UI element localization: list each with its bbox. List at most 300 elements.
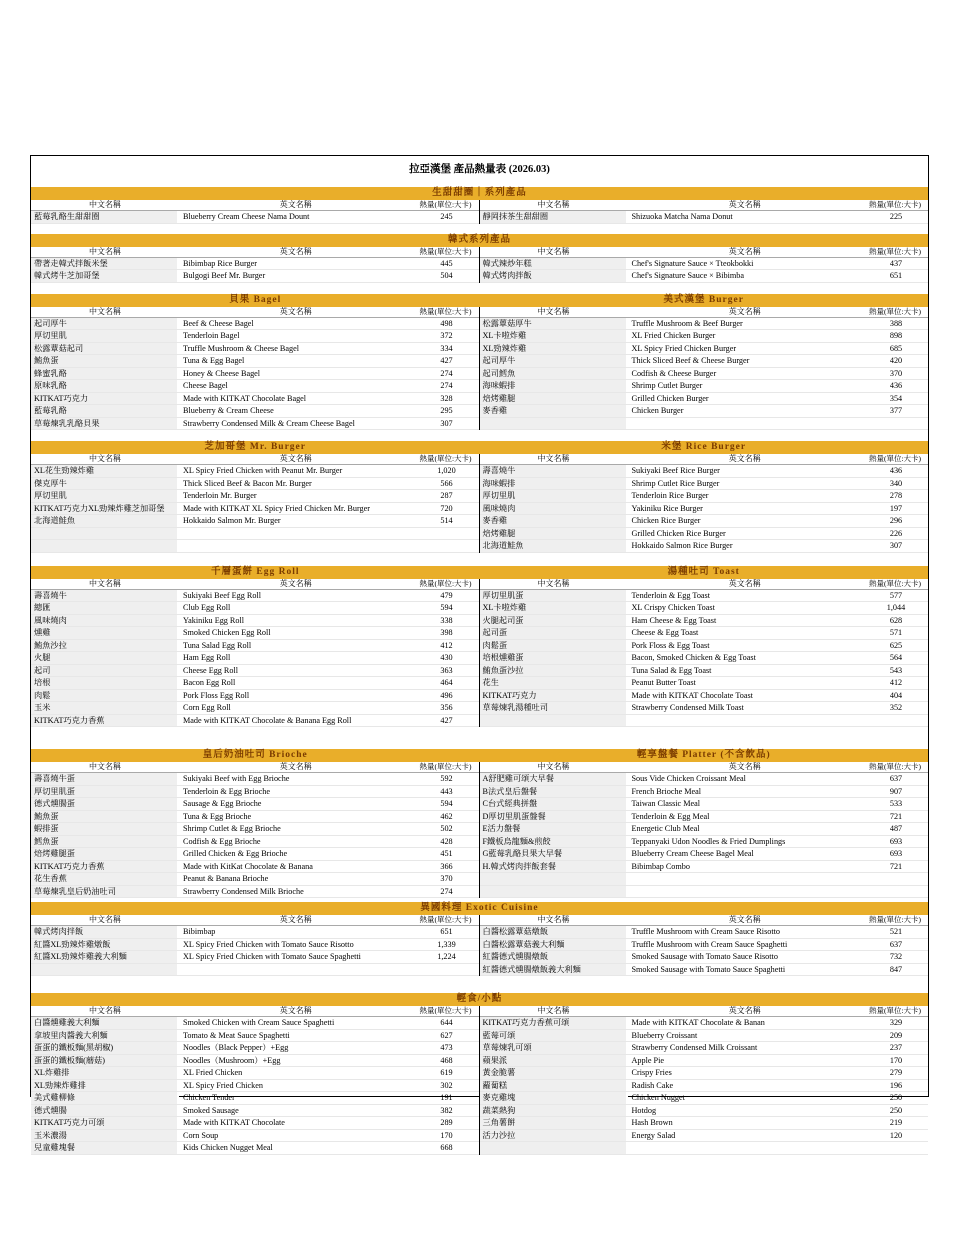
item-name-en: XL Spicy Fried Chicken with Tomato Sauce Risotto: [183, 939, 354, 949]
empty-cell: [864, 418, 928, 430]
item-calories: 219: [889, 1118, 903, 1127]
item-name-en: Blueberry Cream Cheese Bagel Meal: [631, 849, 754, 858]
section: [31, 234, 928, 283]
table-row: [480, 926, 929, 939]
table-row: [31, 702, 479, 715]
item-name-zh: 花生香蕉: [31, 873, 179, 885]
section-title: 千層蛋餅 Egg Roll: [211, 566, 300, 577]
table-row: [31, 786, 479, 799]
item-name-zh: 草莓煉乳皇后奶油吐司: [31, 886, 179, 898]
column-header-row: [31, 579, 479, 590]
column-header-zh: 中文名稱: [89, 306, 121, 316]
table-row: [31, 861, 479, 874]
item-name-zh: H.韓式烤肉拌飯套餐: [480, 861, 628, 873]
empty-cell: [864, 715, 928, 727]
table-row: [480, 330, 929, 343]
table-row: [480, 1105, 929, 1118]
column-header-cal: 熱量(單位:大卡): [419, 1006, 472, 1015]
table-row: [480, 811, 929, 824]
table-row: [31, 811, 479, 824]
item-calories: 473: [440, 1043, 453, 1052]
item-name-zh: 火腿: [31, 652, 179, 664]
item-calories: 404: [889, 690, 903, 700]
item-calories: 693: [889, 849, 903, 858]
table-row: [480, 848, 929, 861]
item-name-en: Tuna Salad Egg Roll: [183, 640, 252, 650]
empty-name-cell: [31, 528, 179, 540]
item-calories: 594: [440, 799, 453, 808]
item-calories: 514: [440, 516, 453, 525]
item-calories: 427: [440, 715, 453, 725]
empty-cell: [864, 886, 928, 898]
item-calories: 420: [889, 356, 903, 365]
item-calories: 274: [440, 368, 453, 378]
item-name-en: Shizuoka Matcha Nama Donut: [631, 212, 733, 221]
item-calories: 594: [440, 603, 453, 612]
table-row: [480, 1042, 929, 1055]
section-header: [480, 294, 929, 307]
item-name-en: XL Crispy Chicken Toast: [631, 603, 715, 612]
item-name-zh: 風味燒肉: [31, 615, 179, 627]
table-row: [31, 640, 479, 653]
column-header-row: [480, 454, 929, 465]
item-name-zh: C台式經典拼盤: [480, 798, 628, 810]
item-name-zh: B法式皇后盤餐: [480, 786, 628, 798]
item-name-en: Energy Salad: [631, 1130, 676, 1140]
item-calories: 502: [440, 824, 453, 833]
item-name-zh: D厚切里肌蛋盤餐: [480, 811, 628, 823]
item-calories: 278: [889, 491, 903, 500]
item-name-en: Bibimbap Combo: [631, 861, 690, 871]
item-calories: 225: [889, 212, 903, 221]
table-row: [480, 836, 929, 849]
section-title: 美式漢堡 Burger: [663, 294, 744, 305]
item-name-en: XL Spicy Fried Chicken with Peanut Mr. Burger: [183, 466, 343, 475]
column-header-en: 英文名稱: [279, 1006, 312, 1015]
column-header-en: 英文名稱: [279, 246, 312, 256]
item-name-en: Blueberry Cream Cheese Nama Dount: [183, 212, 310, 221]
table-row: [31, 343, 479, 356]
table-row: [31, 1055, 479, 1068]
item-name-zh: 白醬松露蕈菇義大利麵: [480, 939, 628, 951]
item-name-zh: KITKAT巧克力可頌: [31, 1117, 179, 1129]
item-calories: 637: [889, 774, 903, 783]
item-name-zh: 蘋果派: [480, 1055, 628, 1067]
item-name-zh: 韓式烤肉拌飯: [480, 270, 628, 282]
item-name-en: Pork Floss & Egg Toast: [631, 640, 710, 650]
item-calories: 437: [889, 258, 903, 268]
table-body: [480, 915, 929, 976]
empty-cell: [179, 540, 415, 552]
empty-name-cell: [480, 418, 628, 430]
item-name-zh: 起司厚牛: [480, 355, 628, 367]
item-name-en: Made with KITKAT Chocolate: [183, 1118, 285, 1127]
item-name-zh: 北海道鮭魚: [31, 515, 179, 527]
item-calories: 685: [889, 343, 903, 353]
item-calories: 521: [889, 927, 903, 936]
table-row: [480, 1117, 929, 1130]
table-row: [31, 465, 479, 478]
item-calories: 226: [889, 528, 903, 538]
item-name-en: XL Spicy Fried Chicken: [183, 1080, 263, 1090]
item-name-zh: 起司: [31, 665, 179, 677]
table-row: [31, 258, 479, 271]
item-name-zh: 松露蕈菇厚牛: [480, 318, 628, 330]
right-table: [480, 294, 929, 431]
item-calories: 732: [889, 952, 903, 961]
table-row: [480, 786, 929, 799]
table-row: [31, 798, 479, 811]
item-name-en: Ham Cheese & Egg Toast: [631, 615, 717, 625]
table-row: [31, 873, 479, 886]
table-body: [31, 200, 480, 224]
column-header-cal: 熱量(單位:大卡): [419, 306, 472, 316]
item-calories: 289: [440, 1118, 453, 1127]
item-name-en: Tuna & Egg Brioche: [183, 811, 252, 821]
column-header-row: [31, 247, 479, 258]
item-name-zh: 北海道鮭魚: [480, 540, 628, 552]
table-row: [480, 1055, 929, 1068]
item-name-en: Shrimp Cutlet & Egg Brioche: [183, 824, 281, 833]
table-row: [480, 665, 929, 678]
item-name-zh: 焙烤雞腿: [480, 393, 628, 405]
column-header-en: 英文名稱: [728, 246, 761, 256]
table-row: [31, 503, 479, 516]
item-calories: 637: [889, 939, 903, 949]
item-name-en: Sukiyaki Beef Egg Roll: [183, 590, 262, 600]
item-calories: 487: [889, 824, 903, 833]
section: [31, 993, 928, 1155]
item-name-zh: 厚切里肌: [31, 330, 179, 342]
left-table: [31, 441, 480, 553]
table-row-empty: [480, 418, 929, 431]
item-name-zh: 火腿起司蛋: [480, 615, 628, 627]
table-row: [31, 368, 479, 381]
column-header-en: 英文名稱: [279, 454, 312, 463]
item-name-en: XL Fried Chicken Burger: [631, 331, 716, 340]
item-name-en: Smoked Sausage: [183, 1105, 239, 1115]
item-name-en: Chicken Rice Burger: [631, 516, 701, 525]
item-name-zh: 紅醬德式燻腸燉飯義大利麵: [480, 964, 628, 976]
item-name-en: Sukiyaki Beef Rice Burger: [631, 466, 720, 475]
column-header-cal: 熱量(單位:大卡): [419, 454, 472, 463]
column-header-en: 英文名稱: [728, 578, 761, 588]
table-row: [480, 615, 929, 628]
column-header-en: 英文名稱: [279, 762, 312, 771]
section-title: 皇后奶油吐司 Brioche: [202, 750, 308, 760]
item-calories: 720: [440, 503, 453, 513]
item-calories: 237: [889, 1043, 903, 1052]
item-calories: 377: [889, 406, 903, 415]
section: [31, 441, 928, 553]
item-name-zh: 蔬菜熱狗: [480, 1105, 628, 1117]
empty-cell: [628, 1142, 865, 1154]
item-name-zh: KITKAT巧克力: [480, 690, 628, 702]
column-header-en: 英文名稱: [279, 578, 312, 588]
table-row: [480, 1030, 929, 1043]
table-row: [31, 1142, 479, 1155]
table-row: [31, 939, 479, 952]
empty-name-cell: [480, 873, 628, 885]
table-row: [31, 405, 479, 418]
table-row: [31, 690, 479, 703]
section-tables: [31, 247, 928, 283]
item-name-zh: 紅醬德式燻腸燉飯: [480, 951, 628, 963]
item-name-en: Energetic Club Meal: [631, 824, 700, 833]
item-name-en: Beef & Cheese Bagel: [183, 318, 254, 328]
item-name-zh: F鐵板烏龍麵&煎餃: [480, 836, 628, 848]
item-name-en: Smoked Sausage with Tomato Sauce Spaghetti: [631, 964, 786, 974]
item-name-zh: 起司厚牛: [31, 318, 179, 330]
section-header: [31, 749, 480, 762]
item-name-en: Hokkaido Salmon Mr. Burger: [183, 516, 281, 525]
item-calories: 372: [440, 331, 453, 340]
item-name-en: Shrimp Cutlet Burger: [631, 381, 703, 390]
item-name-zh: 美式雞柳條: [31, 1092, 179, 1104]
item-name-zh: XL勁辣炸雞: [480, 343, 628, 355]
table-row: [480, 861, 929, 874]
section-tables: [31, 200, 928, 224]
table-row: [480, 627, 929, 640]
section-tables: [31, 294, 928, 431]
item-name-zh: 德式燻腸蛋: [31, 798, 179, 810]
item-name-en: Tomato & Meat Sauce Spaghetti: [183, 1030, 290, 1040]
table-row: [480, 640, 929, 653]
item-name-zh: 原味乳酪: [31, 380, 179, 392]
item-calories: 307: [440, 418, 453, 428]
left-table: [31, 294, 480, 431]
item-name-en: Crispy Fries: [631, 1068, 672, 1077]
item-calories: 279: [889, 1068, 903, 1077]
table-row: [480, 590, 929, 603]
section-tables: [31, 566, 928, 728]
item-name-zh: 海味蝦排: [480, 478, 628, 490]
column-header-cal: 熱量(單位:大卡): [868, 578, 922, 588]
item-name-zh: 蘿蔔糕: [480, 1080, 628, 1092]
item-calories: 428: [440, 836, 453, 846]
table-row: [480, 465, 929, 478]
item-name-zh: XL花生勁辣炸雞: [31, 465, 179, 477]
item-calories: 334: [440, 343, 453, 353]
item-name-zh: 蛋蛋的鐵板麵(蘑菇): [31, 1055, 179, 1067]
table-row: [480, 1130, 929, 1143]
item-calories: 566: [440, 478, 453, 488]
column-header-en: 英文名稱: [279, 915, 312, 924]
item-name-en: Kids Chicken Nugget Meal: [183, 1143, 273, 1152]
item-calories: 628: [889, 615, 903, 625]
empty-cell: [415, 540, 479, 552]
table-row: [31, 590, 479, 603]
table-body: [31, 454, 480, 553]
section-header: [31, 993, 928, 1006]
item-name-zh: 紅醬XL勁辣炸雞燉飯: [31, 939, 179, 951]
item-name-en: French Brioche Meal: [631, 786, 702, 796]
item-name-en: Truffle Mushroom & Beef Burger: [631, 318, 743, 328]
column-header-cal: 熱量(單位:大卡): [868, 454, 922, 463]
table-row: [31, 393, 479, 406]
empty-name-cell: [480, 886, 628, 898]
item-calories: 436: [889, 466, 903, 475]
table-row: [31, 1130, 479, 1143]
item-name-zh: 麥香雞: [480, 515, 628, 527]
table-row: [31, 951, 479, 964]
sections: [31, 187, 928, 1155]
item-name-en: Thick Sliced Beef & Cheese Burger: [631, 356, 750, 365]
item-name-en: Tenderloin & Egg Meal: [631, 811, 710, 821]
table-row: [480, 602, 929, 615]
table-row: [480, 503, 929, 516]
section-header: [31, 294, 480, 307]
item-name-zh: 草莓煉乳湯種吐司: [480, 702, 628, 714]
item-name-zh: 草莓煉乳乳酪貝果: [31, 418, 179, 430]
empty-cell: [628, 873, 865, 885]
column-header-zh: 中文名稱: [537, 578, 570, 588]
item-calories: 464: [440, 678, 453, 687]
table-body: [31, 915, 480, 976]
item-calories: 356: [440, 703, 453, 712]
item-calories: 382: [440, 1105, 453, 1115]
section-title: 芝加哥堡 Mr. Burger: [204, 442, 306, 452]
item-name-en: Chef's Signature Sauce × Tteokbokki: [631, 258, 754, 268]
section-header: [31, 441, 480, 454]
item-calories: 170: [440, 1130, 453, 1140]
item-name-en: Bibimbap Rice Burger: [183, 258, 257, 268]
item-calories: 338: [440, 615, 453, 625]
item-name-zh: 肉鬆蛋: [480, 640, 628, 652]
item-name-en: Radish Cake: [631, 1080, 674, 1090]
item-name-en: Tenderloin Bagel: [183, 331, 240, 340]
item-name-en: Strawberry Condensed Milk Toast: [631, 703, 744, 712]
item-name-en: Smoked Chicken with Cream Sauce Spaghetti: [183, 1018, 335, 1027]
table-row: [31, 1017, 479, 1030]
item-calories: 170: [889, 1055, 903, 1065]
item-name-en: Peanut & Banana Brioche: [183, 874, 269, 883]
section-header: [31, 187, 928, 200]
item-calories: 619: [440, 1068, 453, 1077]
table-row: [480, 393, 929, 406]
item-calories: 352: [889, 703, 903, 712]
table-body: [480, 247, 929, 283]
right-table: [480, 915, 929, 976]
section-title: 生甜甜圈｜系列產品: [432, 188, 527, 198]
item-name-en: Made with KitKat Chocolate & Banana: [183, 861, 313, 871]
table-row: [31, 715, 479, 728]
item-calories: 209: [889, 1030, 903, 1040]
item-name-en: Codfish & Egg Brioche: [183, 836, 261, 846]
item-name-zh: 帶著走韓式拌飯米堡: [31, 258, 179, 270]
item-name-en: Noodles（Mushroom）+Egg: [183, 1055, 281, 1065]
item-name-zh: 風味燒肉: [480, 503, 628, 515]
item-name-en: Hash Brown: [631, 1118, 673, 1127]
item-name-zh: 焙烤雞腿: [480, 528, 628, 540]
column-header-zh: 中文名稱: [537, 246, 570, 256]
item-calories: 543: [889, 665, 903, 675]
left-table: [31, 915, 480, 976]
item-calories: 197: [889, 503, 903, 513]
column-header-cal: 熱量(單位:大卡): [419, 246, 472, 256]
item-calories: 412: [440, 640, 453, 650]
item-name-en: Tuna Salad & Egg Toast: [631, 665, 712, 675]
section-header: [480, 441, 929, 454]
table-row: [31, 677, 479, 690]
section-title: 貝果 Bagel: [229, 294, 282, 305]
empty-name-cell: [31, 964, 179, 976]
item-name-zh: 起司鱈魚: [480, 368, 628, 380]
item-name-en: Pork Floss Egg Roll: [183, 690, 250, 700]
item-name-en: Truffle Mushroom with Cream Sauce Risotto: [631, 927, 781, 936]
table-row-empty: [480, 715, 929, 728]
empty-cell: [864, 1142, 928, 1154]
item-name-zh: 培根: [31, 677, 179, 689]
item-name-zh: A舒肥雞可頌大早餐: [480, 773, 628, 785]
column-header-row: [480, 579, 929, 590]
item-name-zh: 兒童雞塊餐: [31, 1142, 179, 1154]
column-header-zh: 中文名稱: [537, 200, 570, 209]
table-row: [480, 773, 929, 786]
item-name-en: Teppanyaki Udon Noodles & Fried Dumplings: [631, 836, 786, 846]
column-header-zh: 中文名稱: [89, 454, 121, 463]
table-row: [480, 540, 929, 553]
item-name-zh: 厚切里肌: [480, 490, 628, 502]
column-header-en: 英文名稱: [728, 454, 761, 463]
item-name-en: Corn Egg Roll: [183, 703, 231, 712]
item-name-en: Cheese Bagel: [183, 381, 228, 390]
table-row: [480, 823, 929, 836]
item-name-en: Shrimp Cutlet Rice Burger: [631, 478, 720, 488]
empty-cell: [628, 886, 865, 898]
column-header-row: [480, 200, 929, 211]
left-table: [31, 1006, 480, 1155]
column-header-row: [480, 1006, 929, 1017]
table-row: [480, 258, 929, 271]
item-name-zh: 壽喜燒牛: [31, 590, 179, 602]
column-header-cal: 熱量(單位:大卡): [868, 306, 922, 316]
empty-cell: [415, 964, 479, 976]
table-body: [31, 762, 480, 898]
column-header-zh: 中文名稱: [537, 454, 570, 463]
item-name-zh: 壽喜燒牛蛋: [31, 773, 179, 785]
item-name-zh: 海味蝦排: [480, 380, 628, 392]
column-header-en: 英文名稱: [279, 200, 312, 209]
table-row: [480, 343, 929, 356]
column-header-zh: 中文名稱: [89, 762, 121, 771]
section-tables: [31, 1006, 928, 1155]
item-name-en: Made with KITKAT Chocolate Toast: [631, 690, 753, 700]
item-name-en: Grilled Chicken Rice Burger: [631, 528, 726, 538]
column-header-en: 英文名稱: [728, 306, 761, 316]
section-title: 湯種吐司 Toast: [667, 566, 740, 577]
table-row: [31, 515, 479, 528]
item-name-zh: 花生: [480, 677, 628, 689]
item-calories: 340: [889, 478, 903, 488]
item-name-zh: 白醬燻雞義大利麵: [31, 1017, 179, 1029]
column-header-zh: 中文名稱: [89, 1006, 121, 1015]
item-name-zh: 鮪魚蛋: [31, 355, 179, 367]
table-row: [31, 886, 479, 899]
table-row: [31, 270, 479, 283]
item-name-zh: 燻雞: [31, 627, 179, 639]
table-row: [31, 773, 479, 786]
empty-cell: [179, 528, 415, 540]
table-row: [31, 823, 479, 836]
column-header-cal: 熱量(單位:大卡): [419, 762, 472, 771]
item-calories: 412: [889, 678, 903, 687]
item-name-zh: 黃金脆薯: [480, 1067, 628, 1079]
item-calories: 721: [889, 811, 903, 821]
item-name-en: Smoked Chicken Egg Roll: [183, 628, 271, 637]
section: [31, 294, 928, 431]
table-body: [480, 762, 929, 898]
